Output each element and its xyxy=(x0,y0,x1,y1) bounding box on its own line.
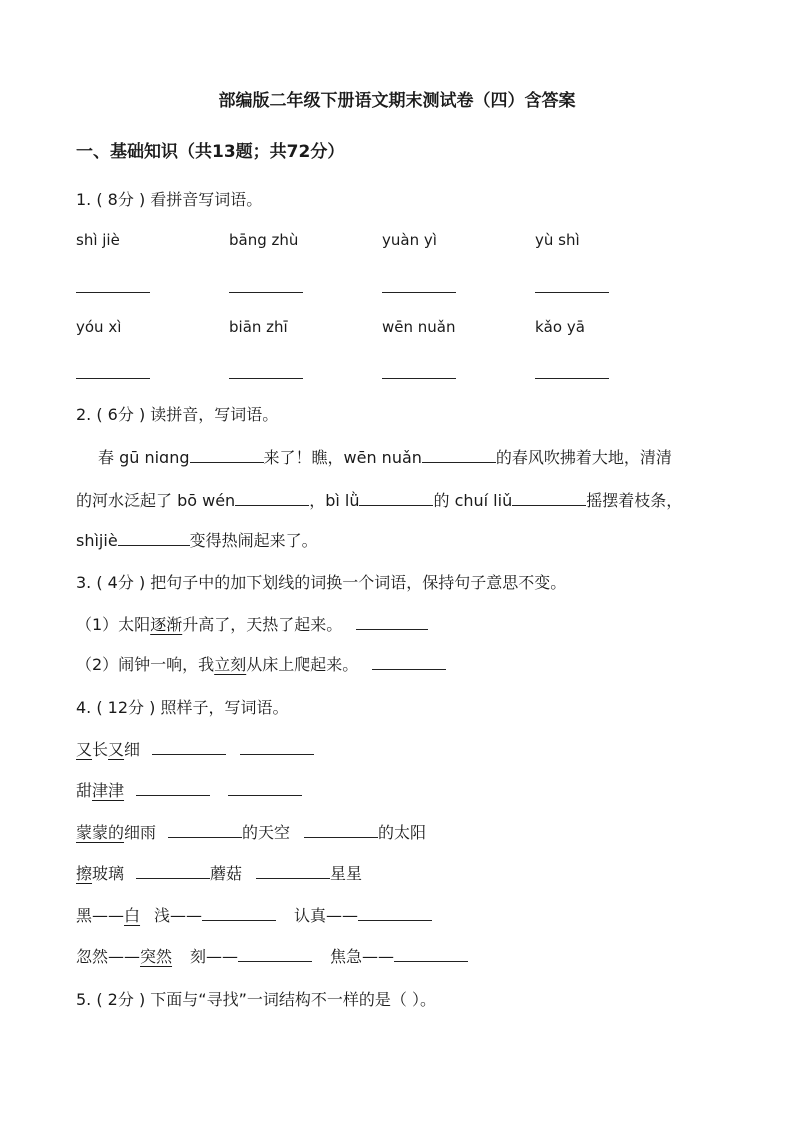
answer-blank[interactable] xyxy=(240,753,314,755)
q4-text: 细雨 xyxy=(124,823,157,842)
underlined-word: 津津 xyxy=(92,781,125,800)
q1-pinyin: shì jiè xyxy=(76,231,120,249)
answer-blank[interactable] xyxy=(394,960,468,962)
q3-sentence-1 xyxy=(76,612,428,635)
q3-sentence-2 xyxy=(76,652,446,675)
underlined-word: 蒙蒙的 xyxy=(76,823,125,842)
q2-line-3 xyxy=(76,528,318,551)
answer-blank[interactable] xyxy=(422,461,496,463)
q2-text: shìjiè xyxy=(76,531,118,550)
q1-pinyin: bāng zhù xyxy=(229,231,299,249)
underlined-word: 立刻 xyxy=(214,655,247,674)
answer-blank[interactable] xyxy=(229,291,303,293)
q1-pinyin: wēn nuǎn xyxy=(382,318,456,336)
q5-heading: 5. ( 2分 ) 下面与“寻找”一词结构不一样的是（ ）。 xyxy=(76,990,436,1009)
q2-text: 的河水泛起了 bō wén xyxy=(76,491,236,510)
q1-pinyin: yóu xì xyxy=(76,318,122,336)
q4-text: 黑—— xyxy=(76,906,125,925)
q4-text: 忽然—— xyxy=(76,947,141,966)
q4-text: 星星 xyxy=(330,864,363,883)
q4-row-3 xyxy=(76,820,426,843)
q4-text: 的太阳 xyxy=(378,823,427,842)
answer-blank[interactable] xyxy=(535,291,609,293)
underlined-word: 突然 xyxy=(140,947,173,966)
q3-heading: 3. ( 4分 ) 把句子中的加下划线的词换一个词语，保持句子意思不变。 xyxy=(76,573,567,592)
answer-blank[interactable] xyxy=(238,960,312,962)
q1-pinyin: kǎo yā xyxy=(535,318,585,336)
answer-blank[interactable] xyxy=(304,836,378,838)
underlined-word: 又 xyxy=(76,740,93,759)
q4-text: 焦急—— xyxy=(330,947,395,966)
q2-text: 的春风吹拂着大地，清清 xyxy=(495,448,672,467)
answer-blank[interactable] xyxy=(190,461,264,463)
answer-blank[interactable] xyxy=(356,628,428,630)
page-title: 部编版二年级下册语文期末测试卷（四）含答案 xyxy=(218,91,576,111)
q2-text: 变得热闹起来了。 xyxy=(189,531,318,550)
q4-text: 刻—— xyxy=(190,947,239,966)
answer-blank[interactable] xyxy=(358,919,432,921)
answer-blank[interactable] xyxy=(152,753,226,755)
answer-blank[interactable] xyxy=(382,291,456,293)
q4-heading: 4. ( 12分 ) 照样子，写词语。 xyxy=(76,698,289,717)
underlined-word: 擦 xyxy=(76,864,93,883)
answer-blank[interactable] xyxy=(136,794,210,796)
answer-blank[interactable] xyxy=(229,377,303,379)
q2-text: 来了！瞧，wēn nuǎn xyxy=(263,448,422,467)
answer-blank[interactable] xyxy=(372,668,446,670)
answer-blank[interactable] xyxy=(235,504,309,506)
answer-blank[interactable] xyxy=(118,544,190,546)
q2-line-2 xyxy=(76,488,682,511)
q2-text: 春 gū niɑng xyxy=(98,448,190,467)
q4-text: 的天空 xyxy=(242,823,291,842)
answer-blank[interactable] xyxy=(202,919,276,921)
q2-line-1 xyxy=(98,445,672,468)
q2-heading: 2. ( 6分 ) 读拼音，写词语。 xyxy=(76,405,279,424)
q4-text: 蘑菇 xyxy=(210,864,243,883)
q4-text: 认真—— xyxy=(294,906,359,925)
q4-text: 细 xyxy=(124,740,141,759)
answer-blank[interactable] xyxy=(76,291,150,293)
q2-text: 摇摆着枝条， xyxy=(586,491,683,510)
answer-blank[interactable] xyxy=(512,504,586,506)
answer-blank[interactable] xyxy=(76,377,150,379)
answer-blank[interactable] xyxy=(228,794,302,796)
q4-text: 甜 xyxy=(76,781,93,800)
answer-blank[interactable] xyxy=(256,877,330,879)
q3-text: 从床上爬起来。 xyxy=(246,655,359,674)
q2-text: 的 chuí liǔ xyxy=(433,491,513,510)
q4-row-5 xyxy=(76,903,432,926)
q4-text: 长 xyxy=(92,740,109,759)
underlined-word: 白 xyxy=(124,906,141,925)
q3-text: （1）太阳 xyxy=(76,615,151,634)
q4-row-2 xyxy=(76,778,302,801)
underlined-word: 又 xyxy=(108,740,125,759)
q3-text: （2）闹钟一响，我 xyxy=(76,655,215,674)
answer-blank[interactable] xyxy=(535,377,609,379)
q2-text: ，bì lǜ xyxy=(309,491,360,510)
answer-blank[interactable] xyxy=(136,877,210,879)
q3-text: 升高了，天热了起来。 xyxy=(182,615,343,634)
q1-pinyin: yù shì xyxy=(535,231,580,249)
q4-text: 玻璃 xyxy=(92,864,125,883)
q4-row-6 xyxy=(76,944,468,967)
underlined-word: 逐渐 xyxy=(150,615,183,634)
answer-blank[interactable] xyxy=(168,836,242,838)
q1-pinyin: biān zhī xyxy=(229,318,288,336)
answer-blank[interactable] xyxy=(382,377,456,379)
q4-row-1 xyxy=(76,737,314,760)
q1-heading: 1. ( 8分 ) 看拼音写词语。 xyxy=(76,190,263,209)
section-heading: 一、基础知识（共13题；共72分） xyxy=(76,142,345,162)
q4-row-4 xyxy=(76,861,362,884)
q4-text: 浅—— xyxy=(154,906,203,925)
q1-pinyin: yuàn yì xyxy=(382,231,437,249)
answer-blank[interactable] xyxy=(359,504,433,506)
